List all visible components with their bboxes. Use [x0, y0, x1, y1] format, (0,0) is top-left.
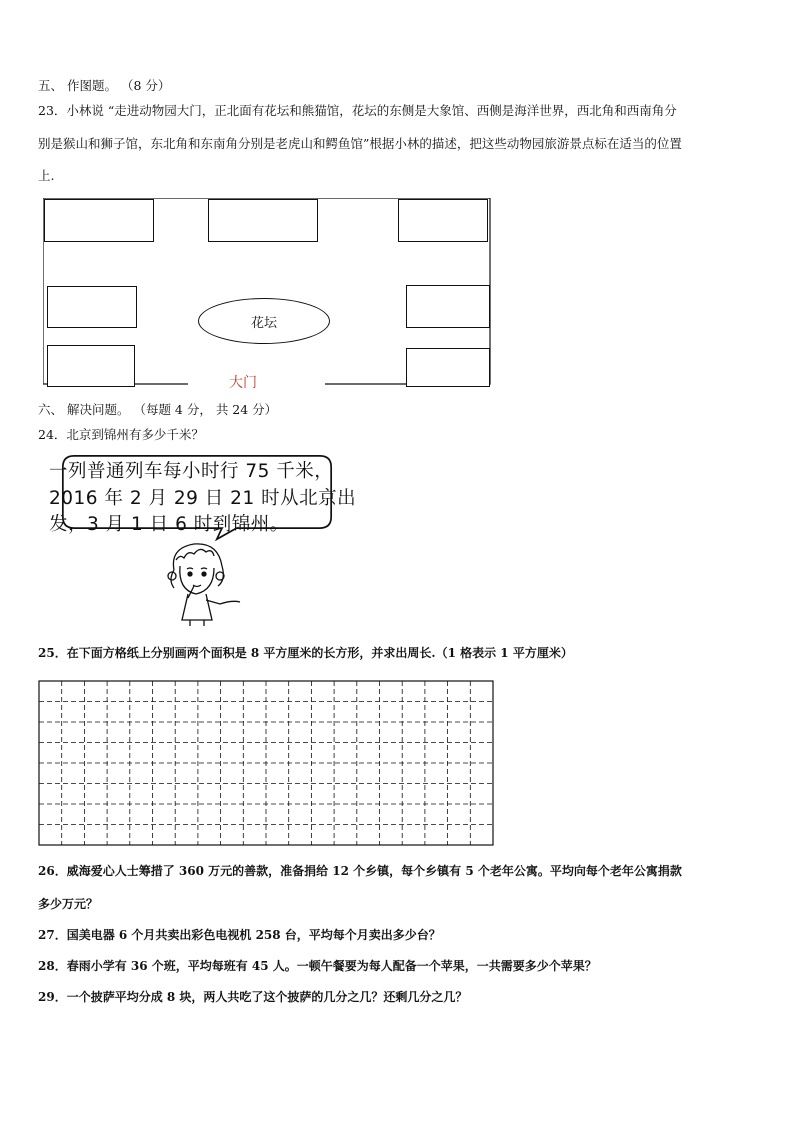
map-slot-east[interactable]: [406, 285, 490, 328]
question-26-line-2: 多少万元？: [38, 897, 99, 911]
map-slot-southeast[interactable]: [406, 348, 490, 387]
question-24: 24．北京到锦州有多少千米？: [38, 427, 204, 442]
map-slot-northwest[interactable]: [44, 199, 154, 242]
question-25: 25．在下面方格纸上分别画两个面积是 8 平方厘米的长方形，并求出周长.（1 格表示 1 平方厘米）: [38, 646, 573, 660]
bubble-line-3: 发，3 月 1 日 6 时到锦州。: [49, 514, 289, 535]
map-slot-north[interactable]: [208, 199, 318, 242]
question-28: 28．春雨小学有 36 个班，平均每班有 45 人。一顿午餐要为每人配备一个苹果，一共需要多少个苹果？: [38, 959, 597, 973]
zoo-map: [43, 198, 491, 391]
flower-bed-label: 花坛: [250, 315, 277, 331]
map-slot-southwest[interactable]: [47, 345, 135, 387]
bubble-line-2: 2016 年 2 月 29 日 21 时从北京出: [49, 488, 357, 509]
bubble-line-1: 一列普通列车每小时行 75 千米，: [49, 461, 334, 482]
section-5-heading: 五、 作图题。 （8 分）: [38, 78, 171, 93]
question-26-line-1: 26．威海爱心人士筹措了 360 万元的善款，准备捐给 12 个乡镇，每个乡镇有 5 个老年公寓。平均向每个老年公寓捐款: [38, 864, 682, 878]
gate-label: 大门: [229, 375, 257, 391]
grid-paper[interactable]: [38, 680, 494, 846]
question-23-line-1: 23．小林说 “走进动物园大门，正北面有花坛和熊猫馆，花坛的东侧是大象馆、西侧是海洋世界，西北角和西南角分: [38, 103, 677, 118]
girl-illustration: [160, 540, 252, 626]
question-23-line-3: 上.: [38, 168, 55, 183]
question-23-line-2: 别是猴山和狮子馆，东北角和东南角分别是老虎山和鳄鱼馆”根据小林的描述，把这些动物园旅游景点标在适当的位置: [38, 136, 682, 151]
map-slot-northeast[interactable]: [398, 199, 488, 242]
map-slot-west[interactable]: [47, 286, 137, 328]
section-6-heading: 六、 解决问题。 （每题 4 分， 共 24 分）: [38, 402, 278, 417]
question-27: 27．国美电器 6 个月共卖出彩色电视机 258 台，平均每个月卖出多少台？: [38, 928, 441, 942]
question-29: 29．一个披萨平均分成 8 块，两人共吃了这个披萨的几分之几？还剩几分之几？: [38, 990, 468, 1004]
flower-bed: [198, 298, 330, 344]
